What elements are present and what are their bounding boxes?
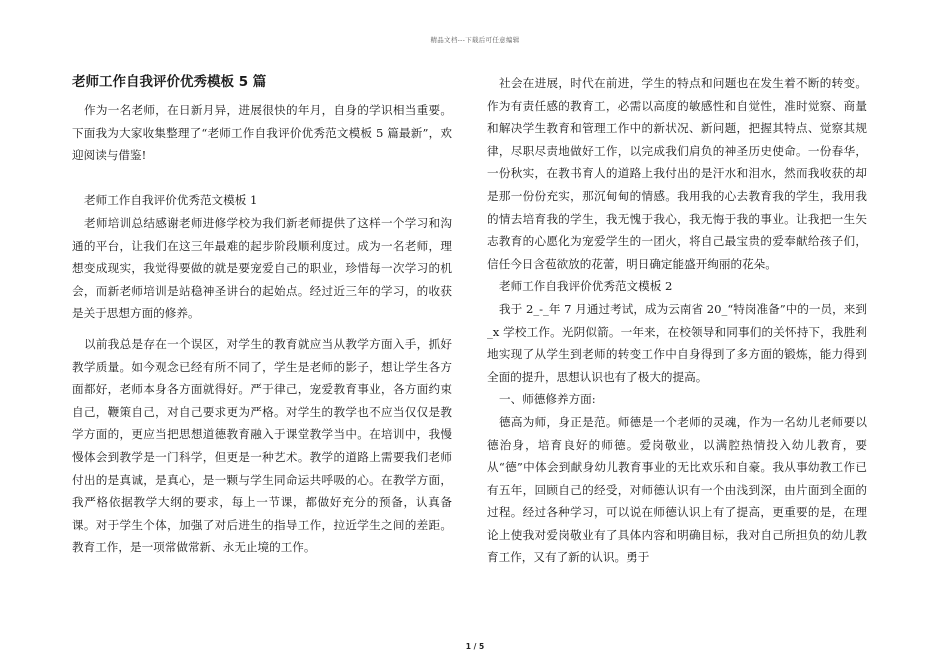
page-number: 1 / 5 [465,642,485,651]
page-header: 精品文档---下载后可任意编辑 [430,36,520,44]
body-paragraph: 老师培训总结感谢老师进修学校为我们新老师提供了这样一个学习和沟通的平台，让我们在这三年最难的起步阶段顺利度过。成为一名老师，理想变成现实，我觉得要做的就是要宠爱自己的职业，珍惜每一次学习的机会，而新老师培训是站稳神圣讲台的起始点。经过近三年的学习，的收获是关于思想方面的修养。 [72,215,452,321]
document-title: 老师工作自我评价优秀模板 5 篇 [72,74,267,90]
body-paragraph: 我于 2_-_年 7 月通过考试，成为云南省 20_“特岗准备”中的一员，来到_x 学校工作。光阴似箭。一年来，在校领导和同事们的关怀持下，我胜利地实现了从学生到老师的转变工作中自身得到了多方面的锻炼，能力得到全面的提升，思想认识也有了极大的提高。 [487,301,867,384]
intro-paragraph: 作为一名老师，在日新月异，进展很快的年月，自身的学识相当重要。下面我为大家收集整理了“老师工作自我评价优秀范文模板 5 篇最新”，欢迎阅读与借鉴! [72,103,452,163]
section-heading-2: 老师工作自我评价优秀范文模板 2 [499,279,673,294]
body-paragraph: 以前我总是存在一个误区，对学生的教育就应当从教学方面入手，抓好教学质量。如今观念已经有所不同了，学生是老师的影子，想让学生各方面都好，老师本身各方面就得好。严于律己，宠爱教育事业，各方面约束自己，鞭策自己，对自己要求更为严格。对学生的教学也不应当仅仅是教学方面的，更应当把思想道德教育融入于课堂教学当中。在培训中，我慢慢体会到教学是一门科学，但更是一种艺术。教学的道路上需要我们老师付出的是真诚，是真心，是一颗与学生同命运共呼吸的心。在教学方面，我严格依据教学大纲的要求，每上一节课，都做好充分的预备，认真备课。对于学生个体，加强了对后进生的指导工作，拉近学生之间的差距。教育工作，是一项常做常新、永无止境的工作。 [72,336,452,555]
body-paragraph: 社会在进展，时代在前进，学生的特点和问题也在发生着不断的转变。作为有责任感的教育工，必需以高度的敏感性和自觉性，准时觉察、商量和解决学生教育和管理工作中的新状况、新问题，把握其特点、觉察其规律，尽职尽责地做好工作，以完成我们肩负的神圣历史使命。一份春华，一份秋实，在教书育人的道路上我付出的是汗水和泪水，然而我收获的却是那一份份充实，那沉甸甸的情感。我用我的心去教育我的学生，我用我的情去培育我的学生，我无愧于我心，我无悔于我的事业。让我把一生矢志教育的心愿化为宠爱学生的一团火，将自己最宝贵的爱奉献给孩子们，信任今日含苞欲放的花蕾，明日确定能盛开绚丽的花朵。 [487,76,867,271]
section-heading-1: 老师工作自我评价优秀范文模板 1 [84,193,258,208]
point-heading: 一、师德修养方面: [499,392,596,407]
left-column [72,70,452,559]
blank-line [72,167,452,190]
right-column [487,72,867,569]
body-paragraph: 德高为师，身正是范。师德是一个老师的灵魂，作为一名幼儿老师要以德治身，培育良好的师德。爱岗敬业，以满腔热情投入幼儿教育，要从“德”中体会到献身幼儿教育事业的无比欢乐和自豪。我从事幼教工作已有五年，回顾自己的经受，对师德认识有一个由浅到深，由片面到全面的过程。经过各种学习，可以说在师德认识上有了提高，更重要的是，在理论上使我对爱岗敬业有了具体内容和明确目标，我对自己所担负的幼儿教育工作，又有了新的认识。勇于 [487,414,867,565]
